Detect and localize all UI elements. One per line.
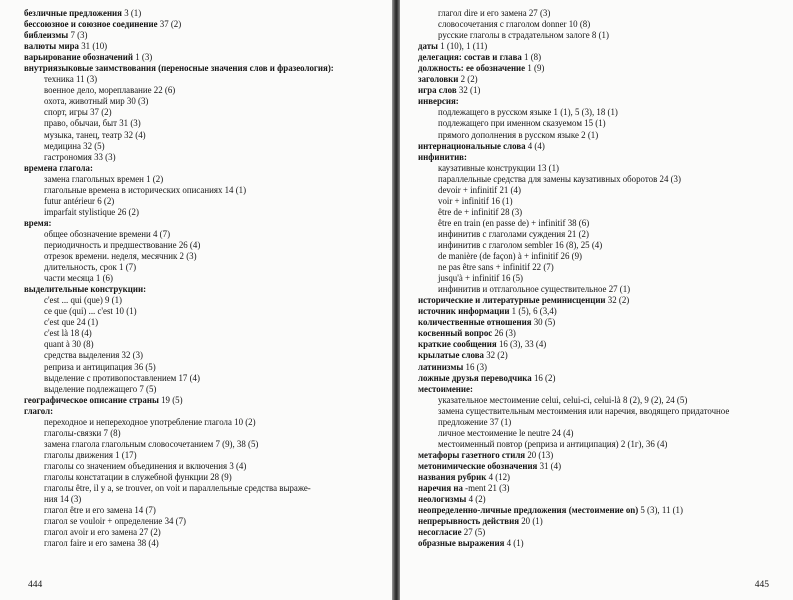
- index-entry-gastronomiya: [24, 152, 376, 163]
- book-gutter: [392, 0, 400, 600]
- right-page: [400, 0, 793, 600]
- index-term: интернациональные слова: [418, 140, 526, 151]
- index-entry-perekhodnoe: [24, 417, 376, 428]
- index-term: c'est là: [44, 328, 69, 339]
- index-page-refs: 32 (5): [80, 140, 105, 151]
- index-term: латинизмы: [418, 361, 464, 372]
- index-page-refs: 14 (3): [57, 494, 82, 505]
- index-column-right: [418, 8, 784, 549]
- index-page-refs: 10 (2): [231, 416, 256, 427]
- index-page-refs: 22 (6): [151, 85, 176, 96]
- index-entry-mestoimenie: [418, 384, 784, 395]
- index-term: неопределенно-личные предложения (местоимение on): [418, 505, 639, 516]
- index-entry-valyuty: [24, 41, 376, 52]
- index-entry-infinitiv-suzhdeniya: [418, 229, 784, 240]
- index-page-refs: 21 (2): [565, 228, 589, 239]
- index-page-refs: 32 (3): [119, 350, 143, 361]
- index-page-refs: 2 (2): [458, 74, 478, 85]
- index-term: метафоры газетного стиля: [418, 449, 526, 460]
- index-entry-obraznye-vyrazheniya: [418, 538, 784, 549]
- index-term: прямого дополнения в русском языке: [438, 129, 579, 140]
- index-term: выделение с противопоставлением: [44, 372, 177, 383]
- index-page-refs: 18 (4): [68, 328, 92, 339]
- index-term: количественные отношения: [418, 317, 532, 328]
- index-page-refs: 15 (1): [581, 118, 606, 129]
- index-entry-mestoimennyi-povtor: [418, 439, 784, 450]
- index-term: образные выражения: [418, 538, 505, 549]
- index-page-refs: 10 (1): [112, 306, 137, 317]
- index-page-refs: 20 (1): [519, 516, 543, 527]
- index-entry-infinitiv-otglagolnoe: [418, 284, 784, 295]
- index-page-refs: 13 (1): [535, 162, 559, 173]
- index-entry-glagoly-konstatatsii: [24, 472, 376, 483]
- index-page-refs: 4 (2): [466, 494, 486, 505]
- index-entry-glagol: [24, 406, 376, 417]
- index-term: глагол faire и его замена: [44, 538, 136, 549]
- index-page-refs: 16 (3): [463, 361, 487, 372]
- index-page-refs: 5 (3), 11 (1): [638, 505, 683, 516]
- page-number-left: 444: [28, 580, 43, 590]
- index-entry-vnutriyazykovye: [24, 63, 376, 74]
- index-entry-glagoly-dvizheniya: [24, 450, 376, 461]
- index-term: географическое описание страны: [24, 394, 159, 405]
- index-term: указательное местоимение celui, celui-ci, celui-là: [438, 394, 621, 405]
- index-term: заголовки: [418, 74, 459, 85]
- index-term: глаголы движения: [44, 449, 113, 460]
- index-entry-glagoly-etre-cont: [24, 494, 376, 505]
- index-entry-voennoe-delo: [24, 85, 376, 96]
- index-entry-zamena-sushchestvitelnym: [418, 406, 784, 417]
- index-term: инфинитив с глаголом sembler: [438, 239, 553, 250]
- index-entry-neopredelenno-lichnye: [418, 505, 784, 516]
- index-term: de manière (de façon) à + infinitif: [438, 251, 559, 262]
- index-page-refs: 16 (5): [499, 273, 523, 284]
- index-term: imparfait stylistique: [44, 206, 116, 217]
- index-page-refs: 28 (9): [207, 471, 232, 482]
- index-entry-russkie-glagoly: [418, 30, 784, 41]
- index-page-refs: 34 (7): [162, 516, 187, 527]
- index-term: devoir + infinitif: [438, 184, 498, 195]
- index-entry-meditsina: [24, 141, 376, 152]
- index-page-refs: 37 (1): [487, 416, 512, 427]
- index-page-refs: 31 (10): [79, 41, 108, 52]
- index-term: ложные друзья переводчика: [418, 372, 532, 383]
- index-page-refs: 8 (2), 9 (2), 24 (5): [620, 394, 688, 405]
- index-page-refs: 32 (2): [483, 350, 508, 361]
- index-term: источник информации: [418, 306, 510, 317]
- index-page-refs: 7 (5): [137, 383, 157, 394]
- index-term: даты: [418, 41, 438, 52]
- index-entry-kauzativnye: [418, 163, 784, 174]
- index-entry-krylatye-slova: [418, 350, 784, 361]
- index-entry-igra-slov: [418, 85, 784, 96]
- index-page-refs: 7 (3): [68, 30, 88, 41]
- index-term: замена глагольных времен: [44, 173, 144, 184]
- index-term: время:: [24, 217, 52, 228]
- index-page-refs: 3 (1): [121, 8, 142, 18]
- index-term: техника: [44, 74, 74, 85]
- index-page-refs: 19 (5): [158, 394, 183, 405]
- index-term: ния: [44, 494, 58, 505]
- index-entry-vydelitelnye: [24, 284, 376, 295]
- index-page-refs: 31 (3): [117, 118, 141, 129]
- index-term: отрезок времени. неделя, месячник: [44, 251, 178, 262]
- index-page-refs: 16 (3), 33 (4): [496, 339, 547, 350]
- index-entry-glagol-faire: [24, 538, 376, 549]
- index-page-refs: 24 (3): [657, 173, 681, 184]
- index-page-refs: 4 (7): [150, 228, 171, 239]
- index-page-refs: 14 (7): [132, 505, 156, 516]
- index-term: инфинитив и отглагольное существительное: [438, 284, 607, 295]
- index-term: валюты мира: [24, 41, 79, 52]
- index-page-refs: 7 (8): [101, 427, 121, 438]
- index-term: глаголы констатации в служебной функции: [44, 471, 208, 482]
- index-entry-kolichestvennye: [418, 317, 784, 328]
- index-term: глаголы со значением объединения и включения: [44, 460, 228, 471]
- index-page-refs: 27 (5): [461, 527, 486, 538]
- index-term: параллельные средства для замены каузативных оборотов: [438, 173, 658, 184]
- index-term: исторические и литературные реминисценции: [418, 295, 606, 306]
- index-entry-metafory: [418, 450, 784, 461]
- index-entry-repriza: [24, 362, 376, 373]
- index-term: крылатые слова: [418, 350, 484, 361]
- index-term: военное дело, мореплавание: [44, 85, 152, 96]
- index-term: глагол avoir и его замена: [44, 527, 138, 538]
- index-entry-etre-de: [418, 207, 784, 218]
- index-term: инфинитив с глаголами суждения: [438, 228, 566, 239]
- index-term: quant à: [44, 339, 70, 350]
- index-term: делегация: состав и глава: [418, 52, 522, 63]
- index-page-refs: 30 (3): [124, 96, 149, 107]
- index-page-refs: 3 (4): [227, 460, 247, 471]
- index-entry-delegatsiya: [418, 52, 784, 63]
- index-entry-bessoyuznoe: [24, 19, 376, 30]
- index-entry-glagoly-obedineniya: [24, 461, 376, 472]
- index-term: неологизмы: [418, 494, 467, 505]
- index-term: игра слов: [418, 85, 457, 96]
- index-page-refs: 32 (1): [456, 85, 481, 96]
- index-term: личное местоимение le neutre: [438, 427, 550, 438]
- index-term: инверсия:: [418, 96, 459, 107]
- index-entry-vydelenie-protivopostavleniem: [24, 373, 376, 384]
- index-term: глаголы être, il y a, se trouver, on voit и параллельные средства выраже-: [44, 483, 311, 494]
- index-page-refs: 1 (1), 5 (3), 18 (1): [551, 107, 618, 118]
- index-page-refs: 26 (3): [492, 328, 516, 339]
- index-entry-bezlichnye: [24, 8, 376, 19]
- index-term: безличные предложения: [24, 8, 122, 18]
- index-entry-quant-a: [24, 339, 376, 350]
- index-entry-etre-en-train: [418, 218, 784, 229]
- index-entry-kratkie-soobshcheniya: [418, 339, 784, 350]
- index-term: futur antérieur: [44, 195, 96, 206]
- index-page-refs: 8 (1): [589, 30, 609, 41]
- index-term: охота, животный мир: [44, 96, 125, 107]
- index-page-refs: 11 (3): [73, 74, 98, 85]
- index-entry-ukazatelnoe: [418, 395, 784, 406]
- index-term: глагол être и его замена: [44, 505, 133, 516]
- index-entry-sport: [24, 107, 376, 118]
- index-entry-ne-pas-etre-sans: [418, 262, 784, 273]
- index-page-refs: 38 (6): [565, 217, 590, 228]
- index-term: каузативные конструкции: [438, 162, 536, 173]
- index-page-refs: 16 (8), 25 (4): [552, 239, 603, 250]
- index-page-refs: 28 (3): [498, 206, 523, 217]
- index-page-refs: 1 (8): [521, 52, 542, 63]
- index-entry-parallelnye-sredstva: [418, 174, 784, 185]
- index-term: косвенный вопрос: [418, 328, 493, 339]
- index-page-refs: 1 (6): [93, 273, 113, 284]
- index-term: непрерывность действия: [418, 516, 520, 527]
- index-term: глаголы-связки: [44, 427, 102, 438]
- index-entry-vremena-glagola: [24, 163, 376, 174]
- index-entry-glagolnye-vremena: [24, 185, 376, 196]
- index-term: длительность, срок: [44, 262, 117, 273]
- index-entry-futur: [24, 196, 376, 207]
- index-entry-podlezhashchego: [418, 107, 784, 118]
- index-page-refs: 21 (4): [497, 184, 521, 195]
- left-page: [0, 0, 392, 600]
- index-entry-glagoly-etre: [24, 483, 376, 494]
- index-term: спорт, игры: [44, 107, 88, 118]
- index-page-refs: 16 (1): [488, 195, 513, 206]
- index-page-refs: 26 (9): [558, 251, 582, 262]
- index-page-refs: 1 (17): [112, 449, 137, 460]
- index-term: глагол:: [24, 405, 54, 416]
- index-term: местоимение:: [418, 383, 473, 394]
- index-page-refs: 20 (13): [525, 449, 554, 460]
- index-entry-pryamogo-dopolneniya: [418, 130, 784, 141]
- index-term: периодичность и предшествование: [44, 239, 177, 250]
- index-entry-vremya: [24, 218, 376, 229]
- index-term: выделение подлежащего: [44, 383, 138, 394]
- index-entry-nazvaniya-rubrik: [418, 472, 784, 483]
- index-entry-infinitiv-sembler: [418, 240, 784, 251]
- index-entry-zamena-sushchestvitelnym-cont: [418, 417, 784, 428]
- index-entry-de-maniere: [418, 251, 784, 262]
- index-entry-glagol-etre: [24, 505, 376, 516]
- index-term: средства выделения: [44, 350, 120, 361]
- index-page-refs: 22 (7): [530, 262, 554, 273]
- index-page-refs: 27 (2): [137, 527, 161, 538]
- index-entry-internatsionalnye: [418, 141, 784, 152]
- index-term: должность: ее обозначение: [418, 63, 526, 74]
- index-term: названия рубрик: [418, 471, 487, 482]
- index-entry-zamena-glagola: [24, 439, 376, 450]
- index-term: être de + infinitif: [438, 206, 499, 217]
- index-entry-jusqu-a: [418, 273, 784, 284]
- index-entry-infinitiv: [418, 152, 784, 163]
- index-term: подлежащего при именном сказуемом: [438, 118, 582, 129]
- index-term: части месяца: [44, 273, 94, 284]
- index-page-refs: 32 (2): [605, 295, 630, 306]
- index-page-refs: 30 (8): [69, 339, 94, 350]
- index-page-refs: 2 (1): [578, 129, 599, 140]
- index-page-refs: 2 (1г), 36 (4): [618, 438, 668, 449]
- index-term: реприза и антиципация: [44, 361, 133, 372]
- index-page-refs: 4 (12): [486, 471, 511, 482]
- index-term: несогласие: [418, 527, 462, 538]
- index-entry-chasti-mesyatsa: [24, 273, 376, 284]
- index-term: местоименный повтор (реприза и антиципация): [438, 438, 619, 449]
- index-page-refs: 4 (4): [525, 140, 545, 151]
- index-entry-istoricheskie: [418, 295, 784, 306]
- index-entry-c-est-qui-que: [24, 295, 376, 306]
- index-entry-c-est-la: [24, 328, 376, 339]
- index-entry-zamena-vremen: [24, 174, 376, 185]
- index-entry-slovosochetaniya-donner: [418, 19, 784, 30]
- index-entry-ce-que-qui: [24, 306, 376, 317]
- index-entry-glagol-se-vouloir: [24, 516, 376, 527]
- index-entry-lozhnye-druzya: [418, 373, 784, 384]
- index-page-refs: 1 (3): [132, 52, 153, 63]
- index-entry-metonimicheskie: [418, 461, 784, 472]
- index-page-refs: 26 (2): [115, 206, 139, 217]
- index-entry-latinizmy: [418, 362, 784, 373]
- index-page-refs: 4 (1): [504, 538, 524, 549]
- index-page-refs: 37 (2): [87, 107, 112, 118]
- index-page-refs: 31 (4): [537, 460, 562, 471]
- index-term: гастрономия: [44, 151, 92, 162]
- index-entry-istochnik: [418, 306, 784, 317]
- index-entry-dlitelnost: [24, 262, 376, 273]
- index-page-refs: 1 (10), 1 (11): [438, 41, 488, 52]
- index-page-refs: 7 (9), 38 (5): [213, 438, 259, 449]
- index-term: être en train (en passe de) + infinitif: [438, 217, 566, 228]
- index-term: voir + infinitif: [438, 195, 489, 206]
- index-entry-sredstva-vydeleniya: [24, 350, 376, 361]
- index-term: инфинитив:: [418, 151, 467, 162]
- index-page-refs: 14 (1): [222, 184, 247, 195]
- index-term: jusqu'à + infinitif: [438, 273, 500, 284]
- index-page-refs: 17 (4): [176, 372, 200, 383]
- index-page-refs: 16 (2): [531, 372, 556, 383]
- index-term: переходное и непереходное употребление глагола: [44, 416, 232, 427]
- index-entry-obshchee-oboznachenie: [24, 229, 376, 240]
- index-entry-lichnoe-le-neutre: [418, 428, 784, 439]
- index-entry-zagolovki: [418, 74, 784, 85]
- index-entry-muzyka: [24, 130, 376, 141]
- index-entry-imparfait: [24, 207, 376, 218]
- index-entry-tekhnika: [24, 74, 376, 85]
- index-entry-voir: [418, 196, 784, 207]
- index-entry-inversiya: [418, 96, 784, 107]
- index-term: право, обычаи, быт: [44, 118, 117, 129]
- index-entry-daty: [418, 41, 784, 52]
- index-page-refs: 30 (5): [531, 317, 556, 328]
- index-term: русские глаголы в страдательном залоге: [438, 30, 590, 41]
- index-page-refs: 32 (4): [121, 129, 146, 140]
- index-entry-glagoly-svyazki: [24, 428, 376, 439]
- page-number-right: 445: [754, 580, 769, 590]
- index-page-refs: 36 (5): [132, 361, 156, 372]
- index-term: предложение: [438, 416, 488, 427]
- index-entry-dolzhnost: [418, 63, 784, 74]
- index-entry-c-est-que: [24, 317, 376, 328]
- index-column-left: [24, 8, 376, 549]
- index-term: краткие сообщения: [418, 339, 497, 350]
- index-term: метонимические обозначения: [418, 460, 538, 471]
- index-term: медицина: [44, 140, 81, 151]
- index-page-refs: 1 (9): [525, 63, 545, 74]
- index-page-refs: 37 (2): [157, 19, 182, 30]
- index-page-refs: 24 (4): [549, 427, 574, 438]
- index-entry-nesoglasie: [418, 527, 784, 538]
- index-page-refs: 2 (3): [177, 251, 197, 262]
- index-entry-pravo: [24, 118, 376, 129]
- index-page-refs: 27 (1): [606, 284, 631, 295]
- index-term: общее обозначение времени: [44, 228, 151, 239]
- index-page-refs: -ment 21 (3): [462, 483, 510, 494]
- index-page-refs: 1 (7): [116, 262, 137, 273]
- index-term: библеизмы: [24, 30, 69, 41]
- index-page-refs: 9 (1): [102, 295, 123, 306]
- index-term: замена существительным местоимения или наречия, вводящего придаточное: [438, 405, 730, 416]
- index-term: наречия на: [418, 483, 463, 494]
- index-page-refs: 1 (5), 6 (3,4): [509, 306, 557, 317]
- index-entry-nepreryvnost: [418, 516, 784, 527]
- index-entry-geograficheskoe: [24, 395, 376, 406]
- index-entry-kosvennyi-vopros: [418, 328, 784, 339]
- index-page-refs: 10 (8): [566, 19, 591, 30]
- index-entry-devoir: [418, 185, 784, 196]
- index-entry-narechiya-ment: [418, 483, 784, 494]
- index-term: глагольные времена в исторических описаниях: [44, 184, 223, 195]
- index-page-refs: 38 (4): [135, 538, 159, 549]
- index-term: глагол dire и его замена: [438, 8, 527, 18]
- index-term: бессоюзное и союзное соединение: [24, 19, 158, 30]
- index-entry-podlezhashchego-skazuemom: [418, 118, 784, 129]
- index-entry-vydelenie-podlezhashchego: [24, 384, 376, 395]
- index-entry-varirovanie: [24, 52, 376, 63]
- index-term: варьирование обозначений: [24, 52, 133, 63]
- index-page-refs: 33 (3): [91, 151, 116, 162]
- index-entry-biblеizmy: [24, 30, 376, 41]
- index-term: подлежащего в русском языке: [438, 107, 552, 118]
- index-term: музыка, танец, театр: [44, 129, 122, 140]
- index-term: времена глагола:: [24, 162, 93, 173]
- index-entry-periodichnost: [24, 240, 376, 251]
- index-page-refs: 6 (2): [95, 195, 115, 206]
- index-term: c'est que: [44, 317, 75, 328]
- index-term: ce que (qui) ... c'est: [44, 306, 113, 317]
- index-page-refs: 26 (4): [176, 239, 201, 250]
- index-page-refs: 1 (2): [143, 173, 164, 184]
- index-entry-neologizmy: [418, 494, 784, 505]
- index-term: выделительные конструкции:: [24, 284, 147, 295]
- index-entry-glagol-avoir: [24, 527, 376, 538]
- index-entry-otrezok: [24, 251, 376, 262]
- index-term: словосочетания с глаголом donner: [438, 19, 567, 30]
- index-page-refs: 24 (1): [74, 317, 99, 328]
- index-term: замена глагола глагольным словосочетанием: [44, 438, 214, 449]
- index-entry-glagol-dire: [418, 8, 784, 19]
- index-page-refs: 27 (3): [526, 8, 551, 18]
- index-term: c'est ... qui (que): [44, 295, 103, 306]
- index-term: ne pas être sans + infinitif: [438, 262, 531, 273]
- index-term: глагол se vouloir + определение: [44, 516, 163, 527]
- index-entry-okhota: [24, 96, 376, 107]
- index-term: внутриязыковые заимствования (переносные значения слов и фразеология):: [24, 63, 334, 74]
